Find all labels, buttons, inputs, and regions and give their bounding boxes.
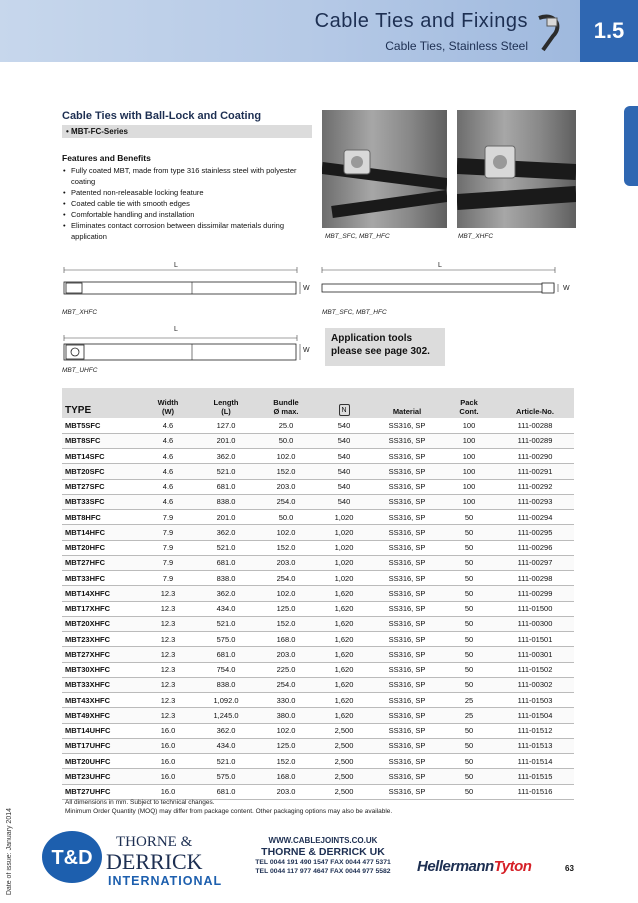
cell-material: SS316, SP: [372, 586, 442, 601]
table-row: [62, 632, 574, 647]
cell-tensile: 540: [316, 494, 372, 509]
col-material: Material: [372, 388, 442, 418]
table-row: [62, 677, 574, 692]
cell-pack: 50: [442, 540, 496, 555]
cell-article: 111-00291: [496, 464, 574, 479]
cell-pack: 100: [442, 418, 496, 433]
cell-article: 111-00289: [496, 433, 574, 448]
cell-material: SS316, SP: [372, 677, 442, 692]
cell-tensile: 2,500: [316, 754, 372, 769]
cell-length: 434.0: [196, 738, 256, 753]
cell-tensile: 1,620: [316, 632, 372, 647]
cell-tensile: 540: [316, 479, 372, 494]
cell-pack: 50: [442, 555, 496, 570]
cell-width: 12.3: [140, 601, 196, 616]
cell-type: MBT17XHFC: [62, 601, 140, 616]
cell-tensile: 1,620: [316, 677, 372, 692]
cell-width: 4.6: [140, 418, 196, 433]
cell-material: SS316, SP: [372, 540, 442, 555]
cell-length: 681.0: [196, 479, 256, 494]
cell-material: SS316, SP: [372, 769, 442, 784]
cell-tensile: 1,020: [316, 571, 372, 586]
cell-type: MBT33XHFC: [62, 677, 140, 692]
cell-length: 434.0: [196, 601, 256, 616]
cell-article: 111-01512: [496, 723, 574, 738]
cell-material: SS316, SP: [372, 494, 442, 509]
cell-bundle: 254.0: [256, 571, 316, 586]
cell-article: 111-00292: [496, 479, 574, 494]
page-number: 63: [565, 864, 574, 873]
cell-material: SS316, SP: [372, 433, 442, 448]
table-row: [62, 510, 574, 525]
feature-item: • Coated cable tie with smooth edges: [62, 198, 312, 209]
cell-material: SS316, SP: [372, 510, 442, 525]
cell-material: SS316, SP: [372, 464, 442, 479]
cell-material: SS316, SP: [372, 693, 442, 708]
cell-tensile: 2,500: [316, 769, 372, 784]
cell-tensile: 540: [316, 464, 372, 479]
cell-type: MBT20XHFC: [62, 616, 140, 631]
cell-bundle: 102.0: [256, 723, 316, 738]
cell-article: 111-01502: [496, 662, 574, 677]
cell-type: MBT20UHFC: [62, 754, 140, 769]
issue-date: Date of issue: January 2014: [6, 808, 13, 896]
cell-tensile: 1,020: [316, 540, 372, 555]
cell-type: MBT14HFC: [62, 525, 140, 540]
cell-tensile: 540: [316, 433, 372, 448]
cell-length: 575.0: [196, 769, 256, 784]
cell-bundle: 152.0: [256, 540, 316, 555]
cell-type: MBT27HFC: [62, 555, 140, 570]
cell-length: 201.0: [196, 510, 256, 525]
cell-type: MBT43XHFC: [62, 693, 140, 708]
cell-tensile: 1,620: [316, 601, 372, 616]
feature-item: • Comfortable handling and installation: [62, 209, 312, 220]
cell-tensile: 2,500: [316, 723, 372, 738]
cell-pack: 50: [442, 571, 496, 586]
cell-bundle: 203.0: [256, 647, 316, 662]
cell-material: SS316, SP: [372, 632, 442, 647]
photo-caption-right: MBT_XHFC: [458, 233, 494, 240]
cell-material: SS316, SP: [372, 754, 442, 769]
cell-width: 12.3: [140, 586, 196, 601]
diagram-uhfc: [62, 330, 317, 365]
col-tensile: [316, 388, 372, 418]
table-row: [62, 616, 574, 631]
logo-line1: THORNE &: [116, 834, 193, 850]
cell-bundle: 168.0: [256, 632, 316, 647]
cell-length: 838.0: [196, 494, 256, 509]
cell-material: SS316, SP: [372, 479, 442, 494]
cell-bundle: 152.0: [256, 754, 316, 769]
cell-tensile: 1,620: [316, 586, 372, 601]
cell-type: MBT8HFC: [62, 510, 140, 525]
cell-width: 4.6: [140, 433, 196, 448]
cell-pack: 50: [442, 601, 496, 616]
section-number: 1.5: [580, 0, 638, 62]
cell-pack: 50: [442, 738, 496, 753]
table-row: [62, 540, 574, 555]
cell-pack: 50: [442, 525, 496, 540]
cell-type: MBT23XHFC: [62, 632, 140, 647]
cell-width: 16.0: [140, 723, 196, 738]
table-row: [62, 555, 574, 570]
footer-contact: [238, 836, 408, 876]
cell-article: 111-00288: [496, 418, 574, 433]
diagram-caption-uhfc: MBT_UHFC: [62, 367, 98, 374]
cell-article: 111-00302: [496, 677, 574, 692]
cell-type: MBT30XHFC: [62, 662, 140, 677]
col-width: Width (W): [140, 388, 196, 418]
col-article: Article-No.: [496, 388, 574, 418]
product-photo-sfc-hfc: [322, 110, 447, 228]
cell-pack: 25: [442, 693, 496, 708]
cell-pack: 50: [442, 647, 496, 662]
cell-width: 7.9: [140, 555, 196, 570]
cell-width: 7.9: [140, 510, 196, 525]
cell-material: SS316, SP: [372, 601, 442, 616]
hellermanntyton-logo: HellermannTyton: [417, 858, 532, 875]
col-bundle: Bundle Ø max.: [256, 388, 316, 418]
cell-length: 575.0: [196, 632, 256, 647]
cell-type: MBT17UHFC: [62, 738, 140, 753]
logo-line3: INTERNATIONAL: [108, 874, 223, 888]
cell-article: 111-01516: [496, 784, 574, 799]
col-pack: Pack Cont.: [442, 388, 496, 418]
tensile-strength-icon: N: [339, 404, 350, 416]
cell-length: 521.0: [196, 540, 256, 555]
cell-width: 12.3: [140, 647, 196, 662]
product-photo-xhfc: [457, 110, 576, 228]
diagram-caption-xhfc: MBT_XHFC: [62, 309, 98, 316]
cell-length: 838.0: [196, 571, 256, 586]
table-row: [62, 662, 574, 677]
logo-line2: DERRICK: [106, 849, 203, 874]
table-row: [62, 571, 574, 586]
table-row: [62, 494, 574, 509]
cell-bundle: 168.0: [256, 769, 316, 784]
cell-width: 12.3: [140, 616, 196, 631]
app-tools-line2: please see page 302.: [331, 346, 430, 357]
table-row: [62, 449, 574, 464]
cell-pack: 50: [442, 754, 496, 769]
cell-tensile: 1,620: [316, 662, 372, 677]
cell-length: 681.0: [196, 784, 256, 799]
cell-bundle: 102.0: [256, 525, 316, 540]
cell-tensile: 1,620: [316, 708, 372, 723]
cell-tensile: 1,020: [316, 555, 372, 570]
dimension-w: W: [563, 285, 570, 292]
cell-width: 12.3: [140, 662, 196, 677]
cell-type: MBT27SFC: [62, 479, 140, 494]
thorne-derrick-logo: [40, 826, 236, 888]
cell-type: MBT14UHFC: [62, 723, 140, 738]
cell-width: 12.3: [140, 708, 196, 723]
cell-article: 111-01503: [496, 693, 574, 708]
cell-length: 1,245.0: [196, 708, 256, 723]
table-row: [62, 647, 574, 662]
table-row: [62, 723, 574, 738]
logo-mark: T&D: [51, 847, 93, 869]
cell-type: MBT5SFC: [62, 418, 140, 433]
cell-pack: 50: [442, 616, 496, 631]
dimension-w: W: [303, 347, 310, 354]
cell-bundle: 25.0: [256, 418, 316, 433]
cell-tensile: 1,020: [316, 510, 372, 525]
cell-article: 111-01515: [496, 769, 574, 784]
dimension-l: L: [174, 262, 178, 269]
cell-tensile: 2,500: [316, 784, 372, 799]
cell-type: MBT49XHFC: [62, 708, 140, 723]
cell-pack: 100: [442, 464, 496, 479]
cell-bundle: 254.0: [256, 494, 316, 509]
cell-pack: 100: [442, 479, 496, 494]
feature-item: • Eliminates contact corrosion between dissimilar materials during application: [62, 220, 312, 242]
cell-width: 16.0: [140, 784, 196, 799]
page-title: Cable Ties and Fixings: [314, 10, 528, 32]
cell-material: SS316, SP: [372, 571, 442, 586]
cell-material: SS316, SP: [372, 555, 442, 570]
cell-pack: 50: [442, 632, 496, 647]
col-length: Length (L): [196, 388, 256, 418]
cell-length: 362.0: [196, 586, 256, 601]
table-row: [62, 418, 574, 433]
cell-tensile: 1,620: [316, 693, 372, 708]
phone-line: TEL 0044 117 977 4647 FAX 0044 977 5582: [255, 868, 391, 875]
cell-type: MBT23UHFC: [62, 769, 140, 784]
table-row: [62, 769, 574, 784]
cell-length: 201.0: [196, 433, 256, 448]
table-header-row: [62, 388, 574, 418]
cell-tensile: 1,020: [316, 525, 372, 540]
cell-article: 111-00295: [496, 525, 574, 540]
features-list: [62, 165, 312, 242]
cell-bundle: 125.0: [256, 601, 316, 616]
cell-tensile: 1,620: [316, 647, 372, 662]
cell-type: MBT20SFC: [62, 464, 140, 479]
product-title: Cable Ties with Ball-Lock and Coating: [62, 110, 262, 122]
cell-width: 7.9: [140, 571, 196, 586]
cell-pack: 50: [442, 662, 496, 677]
cell-bundle: 203.0: [256, 555, 316, 570]
dimension-l: L: [438, 262, 442, 269]
cell-article: 111-00296: [496, 540, 574, 555]
cell-tensile: 1,620: [316, 616, 372, 631]
cell-length: 754.0: [196, 662, 256, 677]
cell-pack: 50: [442, 677, 496, 692]
cell-width: 4.6: [140, 494, 196, 509]
cell-length: 362.0: [196, 525, 256, 540]
phone-line: TEL 0044 191 490 1547 FAX 0044 477 5371: [255, 859, 391, 866]
cell-length: 681.0: [196, 647, 256, 662]
cell-article: 111-00299: [496, 586, 574, 601]
diagram-sfc-hfc: [320, 262, 565, 302]
cell-width: 16.0: [140, 754, 196, 769]
cell-article: 111-01504: [496, 708, 574, 723]
table-row: [62, 433, 574, 448]
cell-bundle: 330.0: [256, 693, 316, 708]
cell-pack: 50: [442, 723, 496, 738]
table-row: [62, 525, 574, 540]
note-line: Minimum Order Quantity (MOQ) may differ from package content. Other packaging options may also be available.: [65, 808, 393, 815]
dimension-w: W: [303, 285, 310, 292]
cell-bundle: 225.0: [256, 662, 316, 677]
cell-material: SS316, SP: [372, 708, 442, 723]
cell-article: 111-01501: [496, 632, 574, 647]
cell-material: SS316, SP: [372, 723, 442, 738]
product-table: [62, 388, 574, 800]
application-tools-note: [325, 328, 445, 366]
table-row: [62, 754, 574, 769]
cell-bundle: 254.0: [256, 677, 316, 692]
cell-article: 111-00301: [496, 647, 574, 662]
table-row: [62, 586, 574, 601]
cell-pack: 50: [442, 769, 496, 784]
feature-item: • Patented non-releasable locking feature: [62, 187, 312, 198]
cell-length: 838.0: [196, 677, 256, 692]
app-tools-line1: Application tools: [331, 333, 413, 344]
cell-length: 521.0: [196, 754, 256, 769]
table-notes: [65, 798, 392, 816]
cell-bundle: 152.0: [256, 616, 316, 631]
cell-bundle: 380.0: [256, 708, 316, 723]
cell-bundle: 125.0: [256, 738, 316, 753]
diagram-xhfc: [62, 262, 317, 302]
cell-width: 12.3: [140, 632, 196, 647]
cell-length: 1,092.0: [196, 693, 256, 708]
cell-pack: 100: [442, 449, 496, 464]
cell-pack: 50: [442, 586, 496, 601]
page-subtitle: Cable Ties, Stainless Steel: [385, 39, 528, 53]
table-body: [62, 418, 574, 799]
cell-tensile: 2,500: [316, 738, 372, 753]
cell-type: MBT33HFC: [62, 571, 140, 586]
cell-bundle: 50.0: [256, 433, 316, 448]
cell-bundle: 152.0: [256, 464, 316, 479]
cell-width: 16.0: [140, 738, 196, 753]
cell-width: 7.9: [140, 525, 196, 540]
cell-width: 12.3: [140, 677, 196, 692]
cell-width: 16.0: [140, 769, 196, 784]
cell-material: SS316, SP: [372, 418, 442, 433]
cell-tensile: 540: [316, 449, 372, 464]
note-line: All dimensions in mm. Subject to technical changes.: [65, 799, 215, 806]
cell-pack: 50: [442, 784, 496, 799]
table-row: [62, 738, 574, 753]
feature-item: • Fully coated MBT, made from type 316 stainless steel with polyester coating: [62, 165, 312, 187]
features-title: Features and Benefits: [62, 153, 151, 163]
cell-type: MBT20HFC: [62, 540, 140, 555]
cell-material: SS316, SP: [372, 616, 442, 631]
cell-material: SS316, SP: [372, 525, 442, 540]
cell-article: 111-01513: [496, 738, 574, 753]
cell-width: 7.9: [140, 540, 196, 555]
table-row: [62, 708, 574, 723]
cell-material: SS316, SP: [372, 449, 442, 464]
cell-width: 4.6: [140, 464, 196, 479]
cell-type: MBT8SFC: [62, 433, 140, 448]
cell-length: 681.0: [196, 555, 256, 570]
cell-bundle: 50.0: [256, 510, 316, 525]
cable-tie-photo: [322, 110, 447, 228]
cell-type: MBT14XHFC: [62, 586, 140, 601]
company-name: THORNE & DERRICK UK: [261, 846, 385, 858]
website-link[interactable]: WWW.CABLEJOINTS.CO.UK: [268, 836, 378, 845]
table-row: [62, 693, 574, 708]
cell-length: 362.0: [196, 723, 256, 738]
cell-article: 111-00293: [496, 494, 574, 509]
cell-type: MBT27UHFC: [62, 784, 140, 799]
side-tab: [624, 106, 638, 186]
cell-width: 4.6: [140, 479, 196, 494]
cell-article: 111-01500: [496, 601, 574, 616]
cell-type: MBT27XHFC: [62, 647, 140, 662]
cell-material: SS316, SP: [372, 738, 442, 753]
cell-bundle: 102.0: [256, 586, 316, 601]
table-row: [62, 601, 574, 616]
cell-tensile: 540: [316, 418, 372, 433]
cell-width: 12.3: [140, 693, 196, 708]
cell-length: 362.0: [196, 449, 256, 464]
cell-article: 111-00297: [496, 555, 574, 570]
cell-length: 127.0: [196, 418, 256, 433]
cell-article: 111-00290: [496, 449, 574, 464]
cell-article: 111-00300: [496, 616, 574, 631]
table-row: [62, 784, 574, 799]
cell-bundle: 203.0: [256, 784, 316, 799]
table-row: [62, 464, 574, 479]
cell-article: 111-00294: [496, 510, 574, 525]
cell-pack: 100: [442, 494, 496, 509]
cable-tie-icon: [533, 12, 563, 54]
cell-type: MBT14SFC: [62, 449, 140, 464]
table-row: [62, 479, 574, 494]
cell-article: 111-01514: [496, 754, 574, 769]
series-label: • MBT-FC-Series: [62, 125, 312, 138]
cell-pack: 100: [442, 433, 496, 448]
col-type: TYPE: [62, 388, 140, 418]
cell-material: SS316, SP: [372, 784, 442, 799]
cell-pack: 25: [442, 708, 496, 723]
cable-tie-photo: [457, 110, 576, 228]
cell-bundle: 203.0: [256, 479, 316, 494]
cell-length: 521.0: [196, 616, 256, 631]
photo-caption-left: MBT_SFC, MBT_HFC: [325, 233, 390, 240]
cell-material: SS316, SP: [372, 647, 442, 662]
cell-length: 521.0: [196, 464, 256, 479]
cell-bundle: 102.0: [256, 449, 316, 464]
cell-width: 4.6: [140, 449, 196, 464]
diagram-caption-sfc-hfc: MBT_SFC, MBT_HFC: [322, 309, 387, 316]
cell-type: MBT33SFC: [62, 494, 140, 509]
cell-material: SS316, SP: [372, 662, 442, 677]
cell-pack: 50: [442, 510, 496, 525]
dimension-l: L: [174, 326, 178, 333]
cell-article: 111-00298: [496, 571, 574, 586]
